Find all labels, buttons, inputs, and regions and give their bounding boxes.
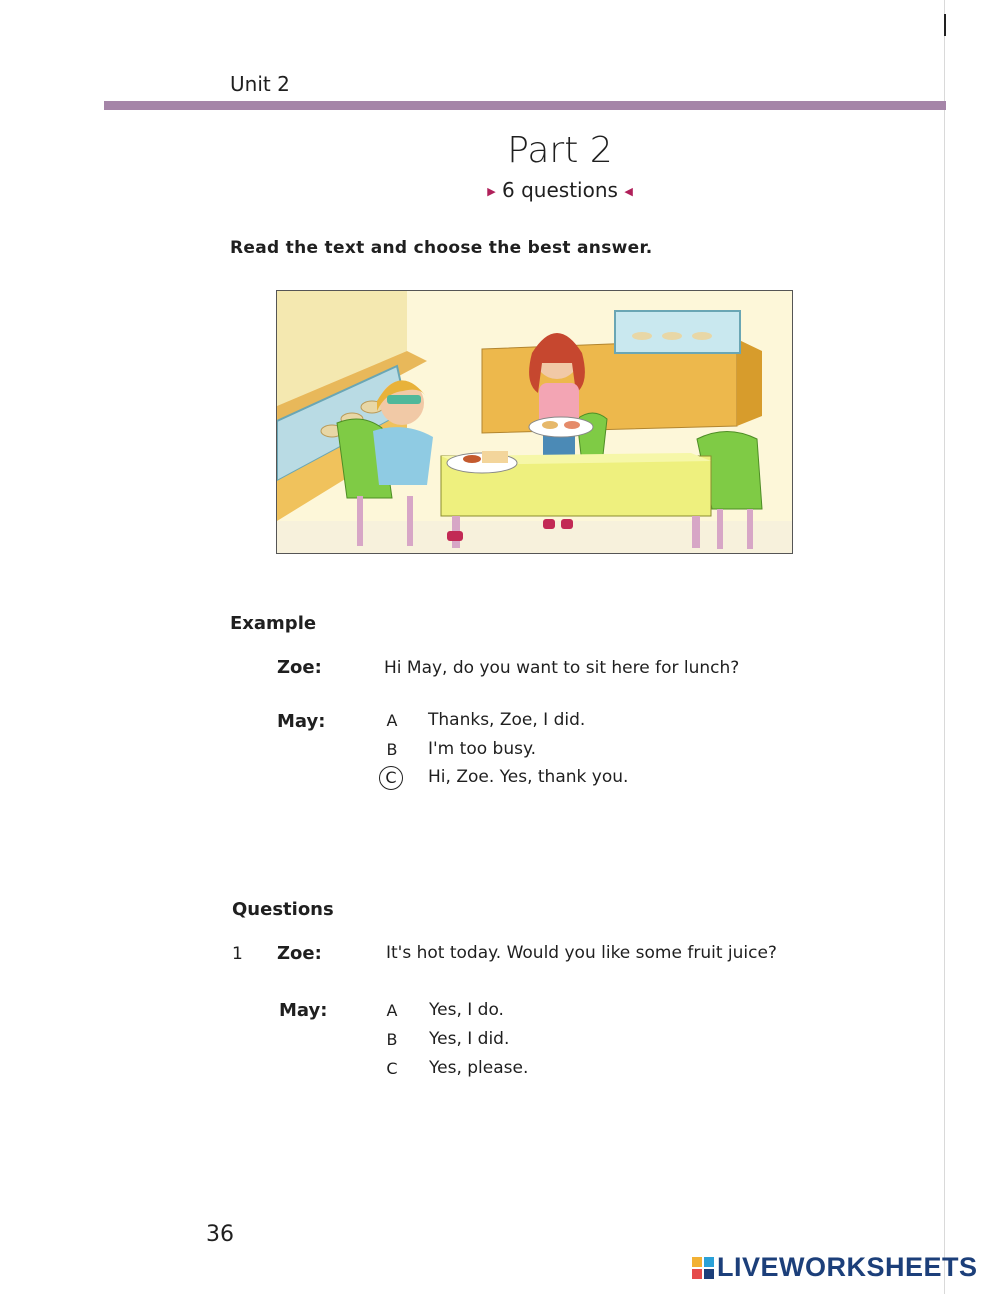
example-prompt-speaker: Zoe:	[277, 657, 322, 678]
liveworksheets-wordmark: LIVEWORKSHEETS	[717, 1252, 978, 1282]
question-1-option-c-letter[interactable]: C	[386, 1059, 398, 1078]
example-option-a-text: Thanks, Zoe, I did.	[428, 710, 586, 730]
question-1-option-a-letter[interactable]: A	[386, 1001, 398, 1020]
question-1-option-a-text[interactable]: Yes, I do.	[429, 1000, 504, 1020]
example-answer-speaker: May:	[277, 711, 326, 732]
question-number: 1	[232, 944, 243, 964]
questions-heading: Questions	[232, 899, 334, 920]
part-title: Part 2	[507, 130, 613, 171]
cafeteria-illustration	[276, 290, 793, 554]
example-option-a-letter: A	[386, 711, 398, 730]
unit-label: Unit 2	[230, 72, 290, 96]
example-prompt-text: Hi May, do you want to sit here for lunch?	[384, 658, 740, 678]
example-option-b-letter: B	[386, 740, 398, 759]
question-1-prompt-speaker: Zoe:	[277, 943, 322, 964]
triangle-right-icon: ▶	[487, 185, 496, 198]
example-option-b-text: I'm too busy.	[428, 739, 536, 759]
page-number: 36	[206, 1222, 234, 1247]
unit-header-bar	[104, 101, 946, 110]
question-1-option-b-text[interactable]: Yes, I did.	[429, 1029, 510, 1049]
liveworksheets-logo	[692, 1252, 978, 1283]
question-1-option-b-letter[interactable]: B	[386, 1030, 398, 1049]
liveworksheets-icon	[692, 1257, 714, 1279]
part-subtitle	[0, 178, 1000, 202]
triangle-left-icon: ◀	[624, 185, 633, 198]
page-edge-mark	[944, 14, 946, 36]
question-count: 6 questions	[502, 178, 618, 202]
example-heading: Example	[230, 613, 317, 634]
question-1-option-c-text[interactable]: Yes, please.	[429, 1058, 529, 1078]
example-option-c-letter-circled: C	[379, 766, 403, 790]
question-1-prompt-text: It's hot today. Would you like some fruit juice?	[386, 943, 777, 963]
instruction-text: Read the text and choose the best answer.	[230, 238, 653, 258]
question-1-answer-speaker: May:	[279, 1000, 328, 1021]
example-option-c-text: Hi, Zoe. Yes, thank you.	[428, 767, 629, 787]
